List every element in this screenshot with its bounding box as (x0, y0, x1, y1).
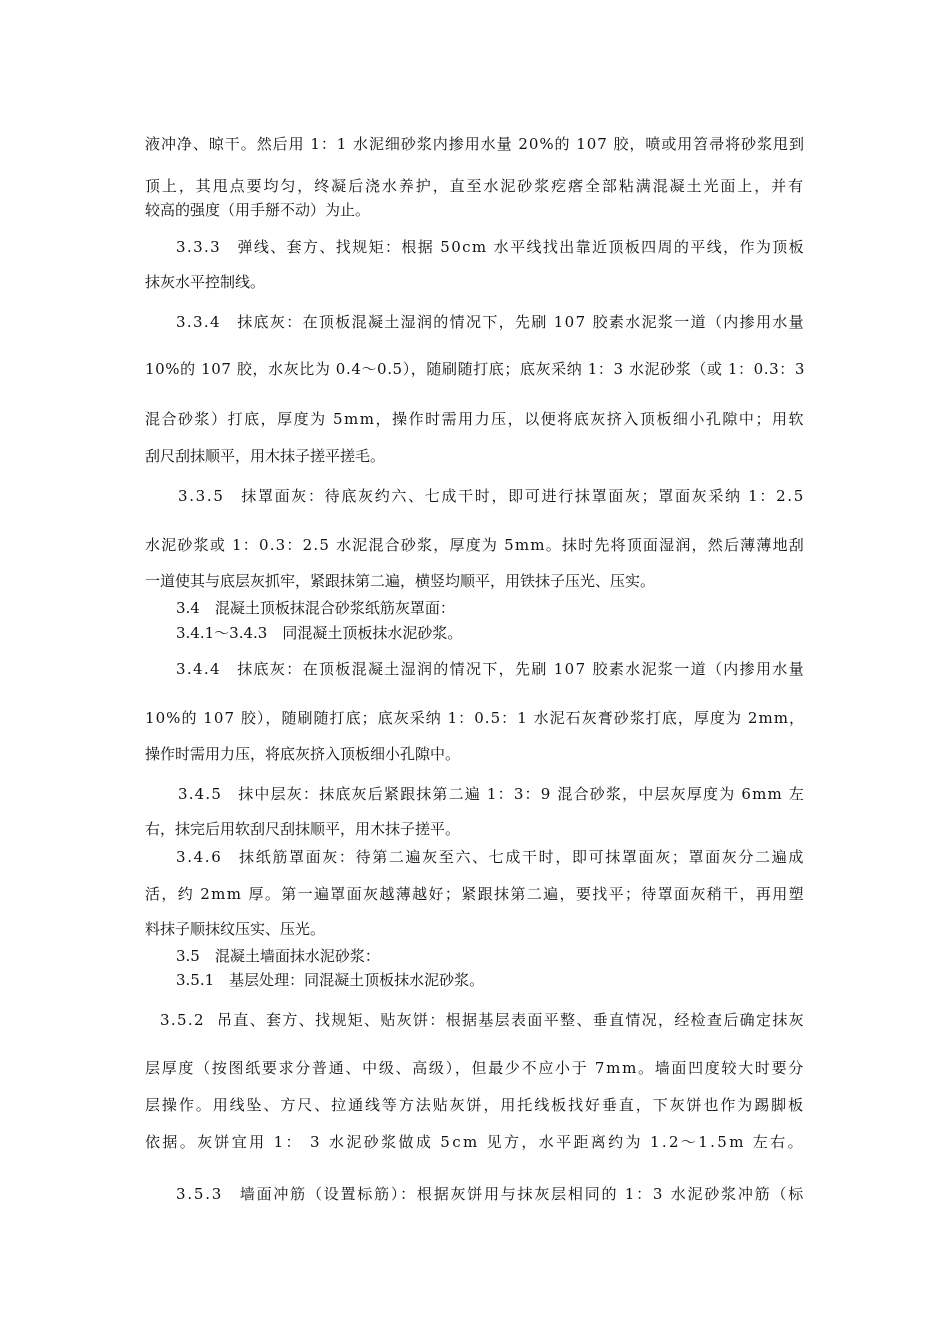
paragraph-line: 3.4.5 抹中层灰：抹底灰后紧跟抹第二遍 1：3：9 混合砂浆，中层灰厚度为 6mm 左 (178, 785, 806, 803)
paragraph-line: 3.4.1～3.4.3 同混凝土顶板抹水泥砂浆。 (176, 624, 463, 642)
paragraph-line: 操作时需用力压，将底灰挤入顶板细小孔隙中。 (145, 745, 461, 763)
paragraph-line: 活，约 2mm 厚。第一遍罩面灰越薄越好；紧跟抹第二遍，要找平；待罩面灰稍干，再用塑 (145, 885, 805, 903)
paragraph-line: 3.3.4 抹底灰：在顶板混凝土湿润的情况下，先刷 107 胶素水泥浆一道（内掺用水量 (176, 313, 805, 331)
paragraph-line: 混合砂浆）打底，厚度为 5mm，操作时需用力压，以便将底灰挤入顶板细小孔隙中；用软 (145, 410, 806, 428)
paragraph-line: 液冲净、晾干。然后用 1：1 水泥细砂浆内掺用水量 20%的 107 胶，喷或用笤帚将砂浆甩到 (145, 135, 805, 153)
paragraph-line: 3.3.3 弹线、套方、找规矩：根据 50cm 水平线找出靠近顶板四周的平线，作为顶板 (176, 238, 806, 256)
paragraph-line: 层操作。用线坠、方尺、拉通线等方法贴灰饼，用托线板找好垂直，下灰饼也作为踢脚板 (145, 1096, 806, 1114)
paragraph-line: 右，抹完后用软刮尺刮抹顺平，用木抹子搓平。 (145, 820, 461, 838)
paragraph-line: 3.3.5 抹罩面灰：待底灰约六、七成干时，即可进行抹罩面灰；罩面灰采纳 1：2.5 (178, 487, 805, 505)
paragraph-line: 3.5 混凝土墙面抹水泥砂浆： (176, 947, 380, 965)
paragraph-line: 水泥砂浆或 1：0.3：2.5 水泥混合砂浆，厚度为 5mm。抹时先将顶面湿润，然后薄薄地刮 (145, 536, 805, 554)
paragraph-line: 10%的 107 胶，水灰比为 0.4～0.5），随刷随打底；底灰采纳 1：3 水泥砂浆（或 1：0.3：3 (145, 360, 806, 378)
paragraph-line: 依据。灰饼宜用 1： 3 水泥砂浆做成 5cm 见方，水平距离约为 1.2～1.5m 左右。 (145, 1133, 805, 1151)
paragraph-line: 3.4.4 抹底灰：在顶板混凝土湿润的情况下，先刷 107 胶素水泥浆一道（内掺用水量 (176, 660, 805, 678)
paragraph-line: 料抹子顺抹纹压实、压光。 (145, 920, 326, 938)
paragraph-line: 顶上，其甩点要均匀，终凝后浇水养护，直至水泥砂浆疙瘩全部粘满混凝土光面上，并有 (145, 177, 806, 195)
paragraph-line: 一道使其与底层灰抓牢，紧跟抹第二遍，横竖均顺平，用铁抹子压光、压实。 (145, 572, 656, 590)
paragraph-line: 3.5.2 吊直、套方、找规矩、贴灰饼：根据基层表面平整、垂直情况，经检查后确定抹灰 (160, 1011, 805, 1029)
paragraph-line: 刮尺刮抹顺平，用木抹子搓平搓毛。 (145, 447, 386, 465)
paragraph-line: 3.4.6 抹纸筋罩面灰：待第二遍灰至六、七成干时，即可抹罩面灰；罩面灰分二遍成 (176, 848, 806, 866)
paragraph-line: 较高的强度（用手掰不动）为止。 (145, 201, 371, 219)
paragraph-line: 层厚度（按图纸要求分普通、中级、高级），但最少不应小于 7mm。墙面凹度较大时要分 (145, 1059, 806, 1077)
paragraph-line: 抹灰水平控制线。 (145, 273, 266, 291)
paragraph-line: 3.5.3 墙面冲筋（设置标筋）：根据灰饼用与抹灰层相同的 1：3 水泥砂浆冲筋（标 (176, 1185, 806, 1203)
paragraph-line: 3.4 混凝土顶板抹混合砂浆纸筋灰罩面： (176, 599, 455, 617)
paragraph-line: 10%的 107 胶），随刷随打底；底灰采纳 1：0.5：1 水泥石灰膏砂浆打底，厚度为 2mm， (145, 709, 806, 727)
paragraph-line: 3.5.1 基层处理：同混凝土顶板抹水泥砂浆。 (176, 971, 485, 989)
